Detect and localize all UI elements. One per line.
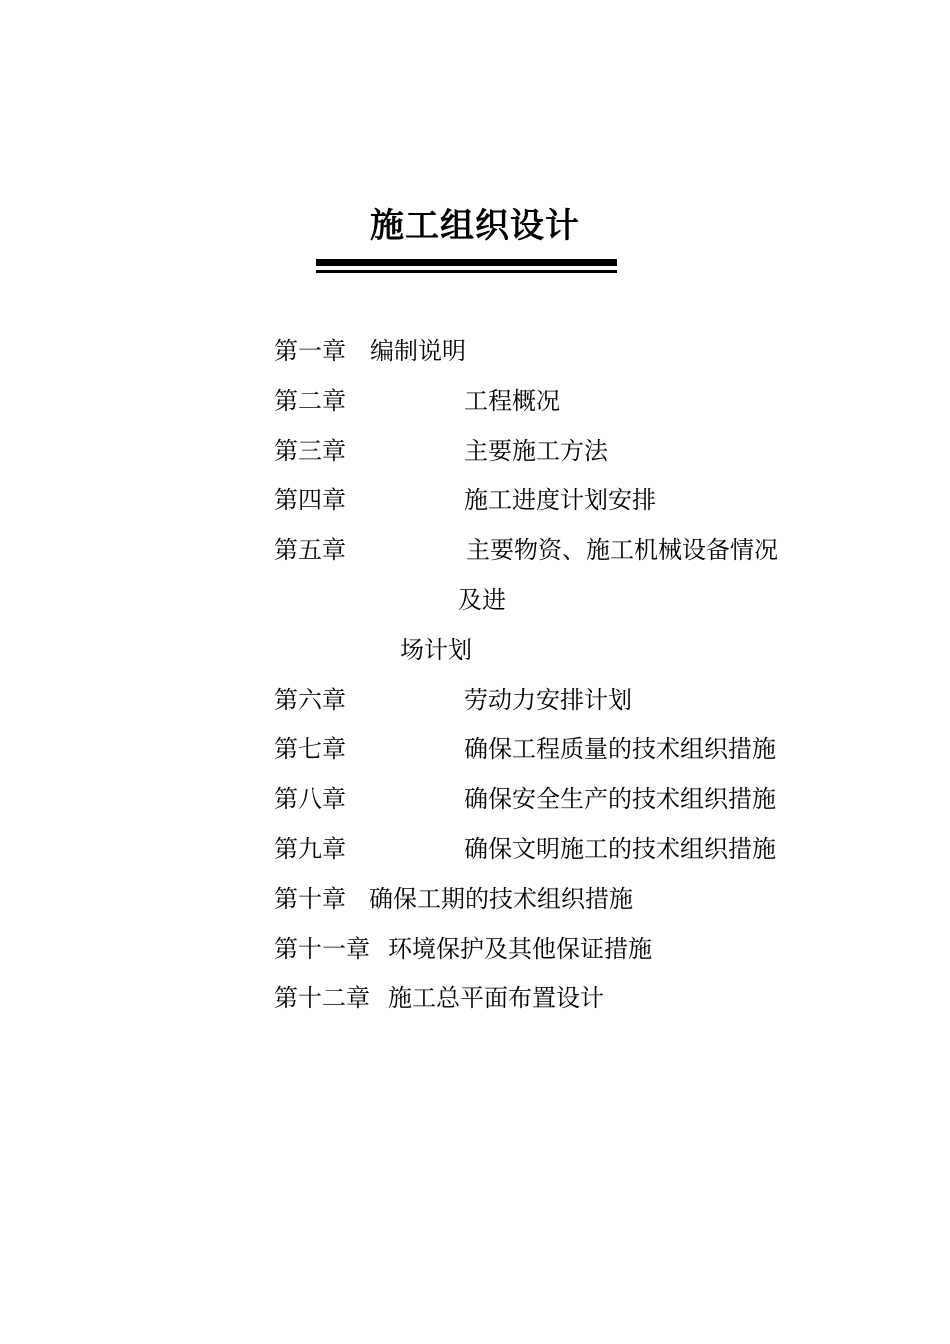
document-title: 施工组织设计 [370, 206, 580, 246]
toc-chapter-4-number: 第四章 [274, 486, 346, 514]
toc-chapter-2-number: 第二章 [274, 387, 346, 415]
toc-chapter-10-title: 确保工期的技术组织措施 [369, 885, 633, 913]
toc-chapter-8-title: 确保安全生产的技术组织措施 [464, 785, 776, 813]
toc-chapter-7-number: 第七章 [274, 735, 346, 763]
toc-chapter-11-title: 环境保护及其他保证措施 [388, 935, 652, 963]
toc-chapter-1-number: 第一章 [274, 337, 346, 365]
toc-chapter-5-title: 主要物资、施工机械设备情况 [466, 536, 778, 564]
toc-chapter-1-title: 编制说明 [370, 337, 466, 365]
toc-chapter-3-title: 主要施工方法 [464, 437, 608, 465]
toc-chapter-6-number: 第六章 [274, 686, 346, 714]
title-underline-thin [316, 270, 617, 273]
toc-chapter-5-title-cont2: 场计划 [400, 636, 472, 664]
toc-chapter-9-number: 第九章 [274, 835, 346, 863]
toc-chapter-11-number: 第十一章 [274, 935, 370, 963]
toc-chapter-5-title-cont1: 及进 [458, 586, 506, 614]
toc-chapter-6-title: 劳动力安排计划 [464, 686, 632, 714]
toc-chapter-12-number: 第十二章 [274, 984, 370, 1012]
toc-chapter-9-title: 确保文明施工的技术组织措施 [464, 835, 776, 863]
toc-chapter-7-title: 确保工程质量的技术组织措施 [464, 735, 776, 763]
toc-chapter-12-title: 施工总平面布置设计 [388, 984, 604, 1012]
toc-chapter-4-title: 施工进度计划安排 [464, 486, 656, 514]
toc-chapter-5-number: 第五章 [274, 536, 346, 564]
toc-chapter-10-number: 第十章 [274, 885, 346, 913]
toc-chapter-2-title: 工程概况 [464, 387, 560, 415]
toc-chapter-3-number: 第三章 [274, 437, 346, 465]
title-underline-thick [316, 259, 617, 266]
toc-chapter-8-number: 第八章 [274, 785, 346, 813]
